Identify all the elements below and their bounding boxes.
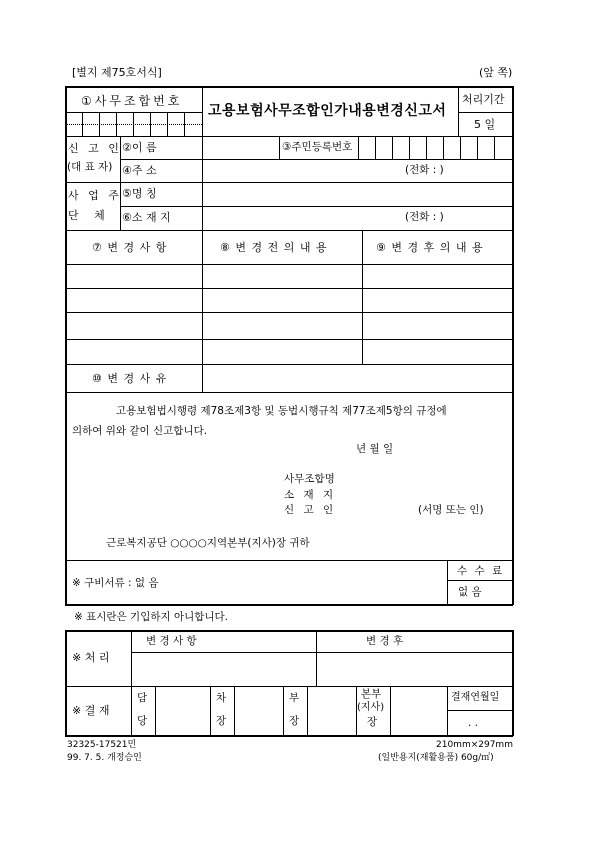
sign-office-label: 사무조합명 <box>284 473 335 485</box>
sign-reporter-label: 신 고 인 <box>284 504 337 516</box>
business-group-label: 사 업 주 <box>68 189 122 202</box>
after-change-header: ⑨ 변 경 후 의 내 용 <box>376 241 484 254</box>
business-location-label: ⑥소 재 지 <box>122 211 171 224</box>
approval-date-dots: . . <box>468 717 479 729</box>
footer-size: 210mm×297mm <box>436 740 513 750</box>
approval-head-b: (지사) <box>357 702 385 713</box>
change-item-header: ⑦ 변 경 사 항 <box>92 241 168 254</box>
statement-date: 년 월 일 <box>356 443 394 455</box>
approval-staff-a: 담 <box>137 692 148 704</box>
form-number: [별지 제75호서식] <box>72 66 162 79</box>
sign-location-label: 소 재 지 <box>284 489 337 501</box>
approval-head-a: 본부 <box>361 688 382 700</box>
approval-manager-b: 장 <box>289 715 300 727</box>
attachments-label: ※ 구비서류 : 없 음 <box>72 577 159 589</box>
reporter-group-sub: (대 표 자) <box>67 161 113 173</box>
approval-manager-a: 부 <box>289 692 300 704</box>
sign-note: (서명 또는 인) <box>418 504 484 516</box>
before-change-header: ⑧ 변 경 전 의 내 용 <box>220 241 328 254</box>
business-phone-label: (전화 : ) <box>405 211 444 223</box>
approval-staff-b: 당 <box>137 715 148 727</box>
approval-deputy-a: 차 <box>216 692 227 704</box>
processing-after-header: 변 경 후 <box>366 635 404 647</box>
approval-deputy-b: 장 <box>216 715 227 727</box>
processing-change-header: 변 경 사 항 <box>146 635 197 647</box>
business-group-sub: 단 체 <box>68 209 111 222</box>
reporter-group-label: 신 고 인 <box>68 142 122 155</box>
approval-label: ※ 결 재 <box>72 704 110 717</box>
statement-line-2: 의하여 위와 같이 신고합니다. <box>72 425 208 437</box>
approval-date-label: 결재연월일 <box>451 692 500 703</box>
fee-value: 없 음 <box>458 586 482 598</box>
page-side: (앞 쪽) <box>479 66 513 79</box>
statement-line-1: 고용보험법시행령 제78조제3항 및 동법시행규칙 제77조제5항의 규정에 <box>116 405 447 417</box>
office-number-label: ①사무조합번호 <box>81 94 183 108</box>
footer-revision: 99. 7. 5. 개정승인 <box>67 753 142 763</box>
reporter-phone-label: (전화 : ) <box>405 164 444 176</box>
fee-label: 수 수 료 <box>457 565 505 577</box>
notice: ※ 표시란은 기입하지 아니합니다. <box>74 611 229 623</box>
addressee: 근로복지공단 ○○○○지역본부(지사)장 귀하 <box>106 537 310 549</box>
footer-code: 32325-17521민 <box>67 740 137 750</box>
name-label: ②이 름 <box>122 141 157 154</box>
approval-head-c: 장 <box>367 716 378 728</box>
form-title: 고용보험사무조합인가내용변경신고서 <box>208 103 447 119</box>
processing-period-label: 처리기간 <box>462 93 505 106</box>
processing-period-value: 5 일 <box>474 118 496 131</box>
resident-id-label: ③주민등록번호 <box>282 141 353 153</box>
change-reason-label: ⑩ 변 경 사 유 <box>92 372 168 385</box>
business-name-label: ⑤명 칭 <box>122 187 157 200</box>
footer-paper: (일반용지(재활용품) 60g/㎡) <box>378 753 494 763</box>
address-label: ④주 소 <box>122 164 157 177</box>
processing-label: ※ 처 리 <box>72 651 110 664</box>
